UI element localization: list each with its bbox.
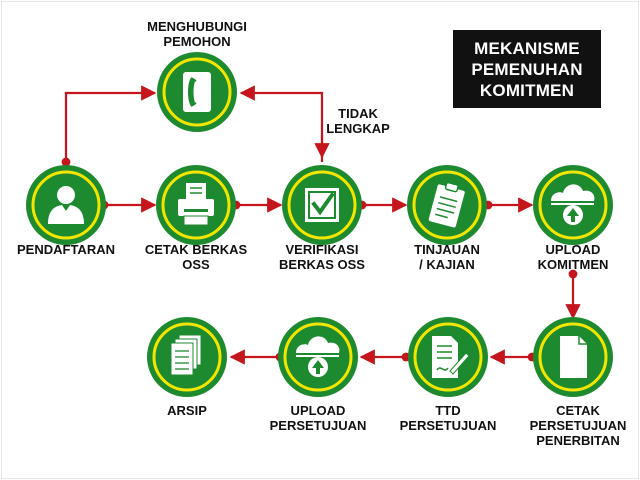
label-upload-komitmen xyxy=(538,242,609,272)
title-line-1: MEKANISME xyxy=(474,38,580,58)
label-line: MENGHUBUNGI xyxy=(147,19,247,34)
label-line: KOMITMEN xyxy=(537,257,609,272)
label-line: CETAK xyxy=(556,403,600,418)
label-line: PERSETUJUAN xyxy=(399,418,497,433)
label-ttd xyxy=(400,403,497,433)
label-upload-persetujuan xyxy=(270,403,367,433)
connector-pendaftaran-menghubungi xyxy=(66,93,155,162)
label-menghubungi xyxy=(147,19,247,49)
label-line: TINJAUAN xyxy=(414,242,480,257)
label-line: PERSETUJUAN xyxy=(269,418,367,433)
node-cetak-oss xyxy=(156,165,236,245)
node-tinjauan xyxy=(407,165,487,245)
node-pendaftaran xyxy=(26,165,106,245)
label-line: TIDAK xyxy=(338,106,378,121)
label-line: PENERBITAN xyxy=(536,433,620,448)
node-menghubungi xyxy=(157,52,237,132)
label-line: BERKAS OSS xyxy=(279,257,365,272)
label-cetak-persetujuan xyxy=(530,403,627,448)
label-cetak-oss xyxy=(145,242,247,272)
node-upload-komitmen xyxy=(533,165,613,245)
document-icon xyxy=(560,336,587,378)
node-ttd xyxy=(408,317,488,397)
node-upload-persetujuan xyxy=(278,317,358,397)
label-line: TTD xyxy=(435,403,461,418)
label-line: LENGKAP xyxy=(326,121,390,136)
label-line: OSS xyxy=(182,257,210,272)
label-verifikasi xyxy=(279,242,365,272)
node-verifikasi xyxy=(282,165,362,245)
checkbox-icon xyxy=(305,188,339,222)
label-line: PENDAFTARAN xyxy=(17,242,115,257)
label-tidak-lengkap xyxy=(326,106,390,136)
label-line: VERIFIKASI xyxy=(285,242,359,257)
title-line-2: PEMENUHAN xyxy=(471,59,583,79)
label-line: PEMOHON xyxy=(163,34,231,49)
label-pendaftaran xyxy=(17,242,115,257)
label-line: UPLOAD xyxy=(290,403,346,418)
telephone-icon xyxy=(183,72,211,112)
label-arsip xyxy=(167,403,207,418)
node-arsip xyxy=(147,317,227,397)
label-line: UPLOAD xyxy=(545,242,601,257)
label-tinjauan xyxy=(414,242,480,272)
label-line: / KAJIAN xyxy=(419,257,475,272)
label-line: CETAK BERKAS xyxy=(144,242,248,257)
title-box xyxy=(453,30,601,108)
label-line: ARSIP xyxy=(167,403,207,418)
documents-stack-icon xyxy=(171,335,201,375)
title-line-3: KOMITMEN xyxy=(479,80,575,100)
node-cetak-persetujuan xyxy=(533,317,613,397)
label-line: PERSETUJUAN xyxy=(529,418,627,433)
connector-verifikasi-menghubungi xyxy=(241,93,322,162)
